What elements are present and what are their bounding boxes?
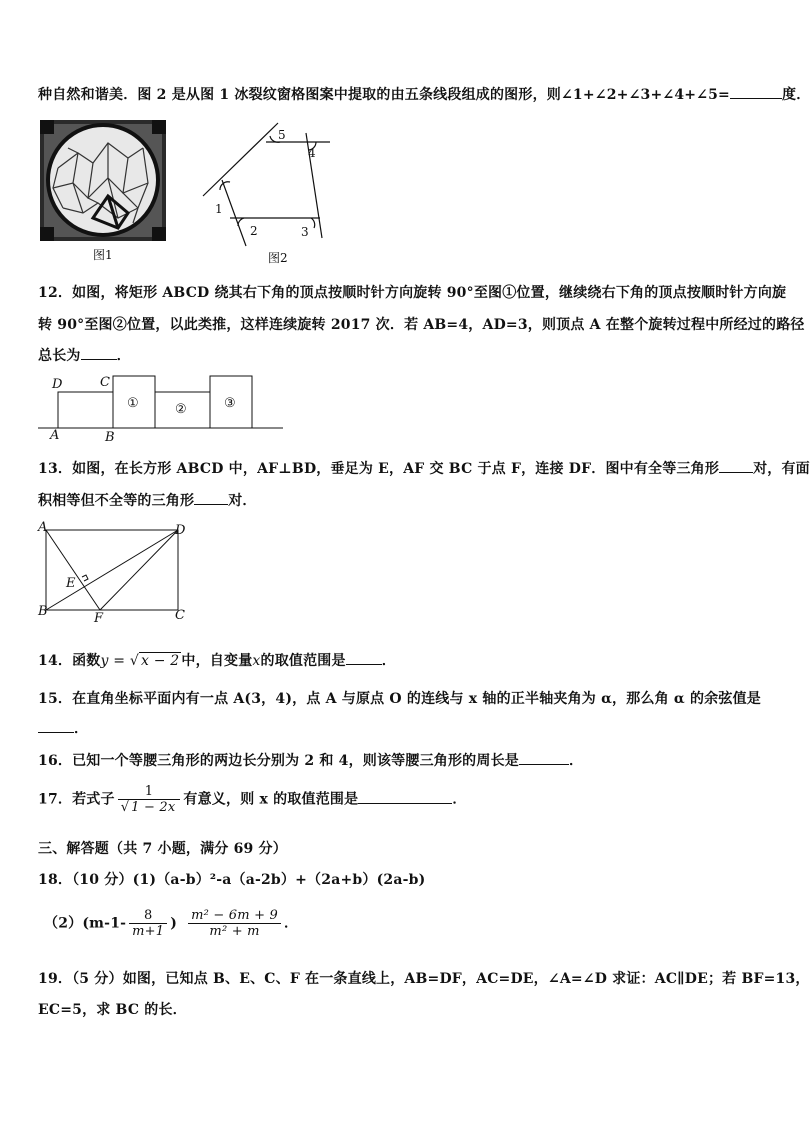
q17-numerator: 1 [118, 784, 181, 800]
vertex-label-c: C [100, 375, 110, 390]
vertex-label-a: A [38, 520, 48, 535]
q15-line-2 [38, 718, 88, 738]
position-label-3: ③ [224, 396, 236, 411]
position-label-2: ② [175, 402, 187, 417]
q14-prefix: 14．函数 [38, 653, 101, 669]
q11-text-line [38, 84, 810, 104]
q11-text: 种自然和谐美．图 2 是从图 1 冰裂纹窗格图案中提取的由五条线段组成的图形，则∠1+∠2+∠3+∠4+∠5= [38, 87, 730, 103]
figure-1-image [38, 118, 168, 243]
angle-label-1: 1 [215, 202, 223, 216]
angle-label-2: 2 [250, 224, 258, 238]
figure-2-svg [198, 118, 338, 253]
q12-figure-svg [38, 372, 283, 444]
answer-blank [346, 650, 382, 665]
answer-blank [519, 750, 569, 765]
q18-part-2-prefix: （2）(m-1- [44, 915, 127, 932]
q18-fraction-2-denominator: m² + m [209, 924, 260, 939]
q13-rectangle-figure [38, 520, 193, 628]
q12-line-3-text: 总长为 [38, 348, 81, 364]
answer-blank [194, 490, 228, 505]
q14-line [38, 650, 396, 670]
vertex-label-d: D [175, 523, 186, 538]
position-label-1: ① [127, 396, 139, 411]
q14-equals: = [108, 653, 130, 669]
q17-radicand: 1 − 2x [131, 800, 176, 815]
q13-figure-svg [38, 520, 193, 628]
vertex-label-f: F [94, 611, 104, 626]
q16-end: ． [569, 753, 584, 769]
q13-line-2 [38, 490, 257, 510]
angle-label-4: 4 [308, 146, 316, 160]
q19-line-1: 19．（5 分）如图，已知点 B、E、C、F 在一条直线上，AB=DF，AC=DE，∠A=∠D 求证：AC∥DE；若 BF=13， [38, 971, 810, 987]
angle-label-5: 5 [278, 128, 286, 142]
q12-rotation-figure [38, 372, 283, 444]
angle-label-3: 3 [301, 225, 309, 239]
vertex-label-e: E [66, 576, 76, 591]
q18-fraction-2-numerator: m² − 6m + 9 [188, 908, 281, 924]
vertex-label-b: B [105, 430, 115, 445]
q14-radicand: x − 2 [140, 653, 180, 669]
q17-mid: 有意义，则 x 的取值范围是 [183, 791, 359, 808]
q13-line-1-end: 对，有面 [753, 461, 810, 477]
q12-line-1: 12．如图，将矩形 ABCD 绕其右下角的顶点按顺时针方向旋转 90°至图①位置，继续绕右下角的顶点按顺时针方向旋 [38, 285, 787, 301]
q19-line-2: EC=5，求 BC 的长． [38, 1002, 187, 1018]
answer-blank [719, 458, 753, 473]
q18-fraction-1-numerator: 8 [129, 908, 167, 924]
figure-1-caption: 图1 [93, 248, 113, 262]
q12-line-3-end: ． [116, 348, 131, 364]
q15-line-1: 15．在直角坐标平面内有一点 A(3，4)，点 A 与原点 O 的连线与 x 轴的正半轴夹角为 α，那么角 α 的余弦值是 [38, 691, 761, 707]
figure-2-caption: 图2 [268, 251, 288, 265]
q13-line-2-text: 积相等但不全等的三角形 [38, 493, 195, 509]
section-3-title: 三、解答题（共 7 小题，满分 69 分） [38, 841, 287, 857]
answer-blank [358, 789, 452, 804]
answer-blank [81, 345, 117, 360]
figure-2-diagram [198, 118, 338, 253]
answer-blank [38, 718, 74, 733]
sqrt-sign: √ [129, 653, 139, 669]
q12-line-3 [38, 345, 131, 365]
q18-fraction-2 [188, 908, 281, 939]
vertex-label-a: A [50, 428, 60, 443]
q17-prefix: 17．若式子 [38, 791, 115, 808]
q13-line-1-text: 13．如图，在长方形 ABCD 中，AF⊥BD，垂足为 E，AF 交 BC 于点 F，连接 DF．图中有全等三角形 [38, 461, 720, 477]
vertex-label-d: D [52, 377, 63, 392]
q18-part-1: 18．（10 分）(1)（a-b）²-a（a-2b）+（2a+b）(2a-b) [38, 872, 426, 888]
answer-blank [730, 84, 782, 99]
q18-part-2-mid: ) [170, 915, 178, 932]
q14-mid: 中，自变量 [181, 653, 253, 669]
q14-end: ． [381, 653, 396, 669]
q18-fraction-1 [129, 908, 167, 939]
q18-part-2 [44, 908, 298, 939]
q14-var-x: x [252, 653, 261, 669]
q15-end: ． [74, 721, 89, 737]
q14-var-y: y [100, 653, 109, 669]
vertex-label-c: C [175, 608, 185, 623]
q16-line [38, 750, 583, 770]
q18-fraction-1-denominator: m+1 [132, 924, 165, 939]
q17-end: ． [452, 791, 467, 808]
q17-denominator: √ 1 − 2x [120, 800, 176, 815]
q13-line-1 [38, 458, 810, 478]
q13-line-2-end: 对． [228, 493, 257, 509]
q11-end: 度． [782, 87, 810, 103]
q18-part-2-end: ． [284, 915, 299, 932]
q17-line [38, 784, 467, 815]
q14-suffix: 的取值范围是 [260, 653, 346, 669]
q12-line-2: 转 90°至图②位置，以此类推，这样连续旋转 2017 次．若 AB=4，AD=3，则顶点 A 在整个旋转过程中所经过的路径 [38, 317, 805, 333]
q17-fraction [118, 784, 181, 815]
q16-text: 16．已知一个等腰三角形的两边长分别为 2 和 4，则该等腰三角形的周长是 [38, 753, 519, 769]
figure-1-window-pattern [38, 118, 168, 243]
vertex-label-b: B [38, 604, 48, 619]
